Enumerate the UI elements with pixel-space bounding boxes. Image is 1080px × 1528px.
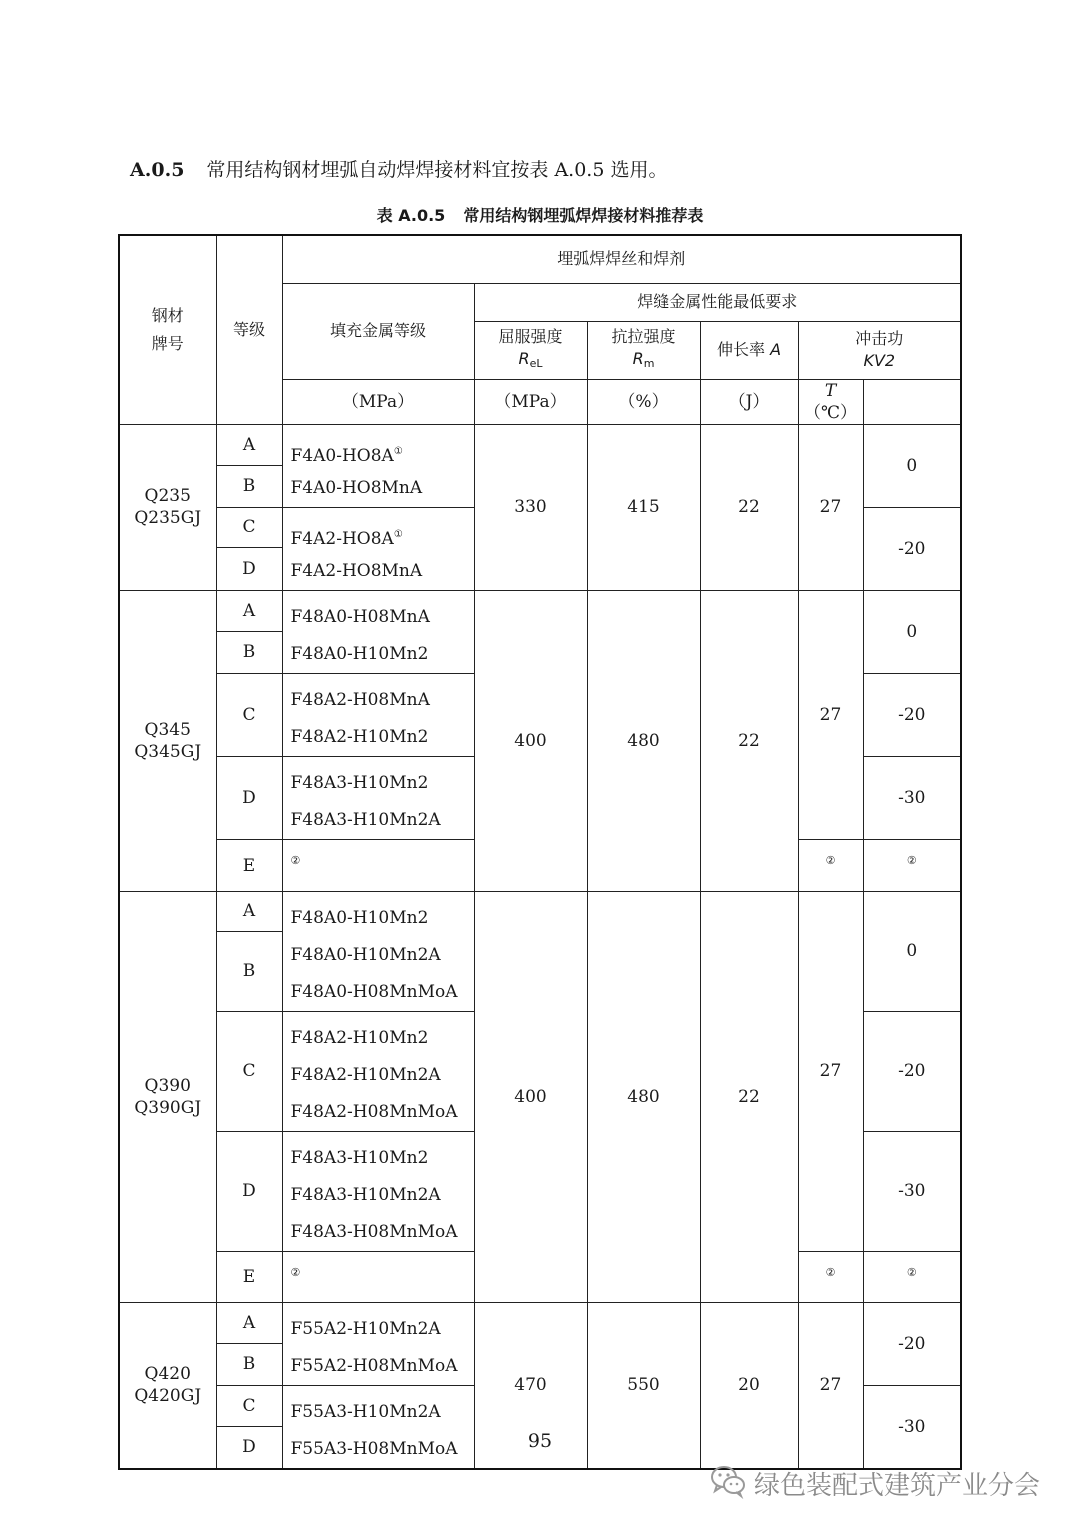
filler-metal-cell: F48A2-H10Mn2 F48A2-H10Mn2A F48A2-H08MnMoA xyxy=(282,1011,474,1131)
impact-value: 27 xyxy=(798,1302,863,1469)
elongation-value: 20 xyxy=(700,1302,798,1469)
filler-metal-cell: F48A3-H10Mn2 F48A3-H10Mn2A xyxy=(282,756,474,839)
grade-cell: D xyxy=(216,1131,282,1251)
yield-value: 400 xyxy=(474,590,587,891)
unit-temperature: T（℃） xyxy=(798,379,863,424)
welding-materials-table xyxy=(118,234,962,1470)
unit-tensile: （MPa） xyxy=(474,379,587,424)
grade-cell: B xyxy=(216,1344,282,1386)
grade-cell: D xyxy=(216,756,282,839)
grade-cell: A xyxy=(216,424,282,466)
steel-grade-q420: Q420 Q420GJ xyxy=(119,1302,216,1469)
temperature-value: 0 xyxy=(863,891,961,1011)
temperature-note: ② xyxy=(863,1251,961,1302)
yield-value: 470 xyxy=(474,1302,587,1469)
grade-cell: C xyxy=(216,1011,282,1131)
unit-impact: （J） xyxy=(700,379,798,424)
temperature-value: -20 xyxy=(863,1302,961,1385)
header-min-requirements: 焊缝金属性能最低要求 xyxy=(474,283,961,321)
header-tensile-strength: 抗拉强度 $R_m$ xyxy=(587,321,700,379)
header-wire-flux: 埋弧焊焊丝和焊剂 xyxy=(282,235,961,283)
grade-cell: A xyxy=(216,891,282,931)
header-yield-strength: 屈服强度 $R_{eL}$ xyxy=(474,321,587,379)
tensile-value: 550 xyxy=(587,1302,700,1469)
filler-metal-cell: ② xyxy=(282,839,474,891)
watermark-text: 绿色装配式建筑产业分会 xyxy=(754,1471,1041,1501)
temperature-value: 0 xyxy=(863,590,961,673)
steel-grade-q235: Q235 Q235GJ xyxy=(119,424,216,590)
grade-cell: B xyxy=(216,931,282,1011)
grade-cell: D xyxy=(216,548,282,590)
header-elongation: 伸长率 A xyxy=(700,321,798,379)
filler-metal-cell: ② xyxy=(282,1251,474,1302)
steel-grade-q345: Q345 Q345GJ xyxy=(119,590,216,891)
grade-cell: C xyxy=(216,673,282,756)
tensile-value: 480 xyxy=(587,891,700,1302)
grade-cell: B xyxy=(216,466,282,508)
temperature-value: 0 xyxy=(863,424,961,507)
filler-metal-cell: F55A2-H10Mn2A F55A2-H08MnMoA xyxy=(282,1302,474,1385)
filler-metal-cell: F48A0-H10Mn2 F48A0-H10Mn2A F48A0-H08MnMoA xyxy=(282,891,474,1011)
yield-value: 400 xyxy=(474,891,587,1302)
table-caption xyxy=(0,203,1080,226)
filler-metal-cell: F48A3-H10Mn2 F48A3-H10Mn2A F48A3-H08MnMoA xyxy=(282,1131,474,1251)
header-steel-grade: 钢材牌号 xyxy=(119,235,216,424)
grade-cell: C xyxy=(216,507,282,548)
tensile-value: 480 xyxy=(587,590,700,891)
elongation-value: 22 xyxy=(700,891,798,1302)
unit-yield: （MPa） xyxy=(282,379,474,424)
grade-cell: E xyxy=(216,839,282,891)
filler-metal-cell: F55A3-H10Mn2A F55A3-H08MnMoA xyxy=(282,1385,474,1469)
temperature-note: ② xyxy=(863,839,961,891)
grade-cell: B xyxy=(216,632,282,674)
clause-number: A.0.5 xyxy=(130,159,185,181)
temperature-value: -30 xyxy=(863,1131,961,1251)
temperature-value: -20 xyxy=(863,1011,961,1131)
clause-paragraph xyxy=(130,156,667,184)
temperature-value: -20 xyxy=(863,673,961,756)
tensile-value: 415 xyxy=(587,424,700,590)
temperature-value: -20 xyxy=(863,507,961,590)
grade-cell: E xyxy=(216,1251,282,1302)
header-quality-grade: 等级 xyxy=(216,235,282,424)
header-impact: 冲击功 KV2 xyxy=(798,321,961,379)
filler-metal-cell: F4A2-HO8A① F4A2-HO8MnA xyxy=(282,507,474,590)
grade-cell: A xyxy=(216,590,282,632)
grade-cell: D xyxy=(216,1427,282,1469)
filler-metal-cell: F4A0-HO8A① F4A0-HO8MnA xyxy=(282,424,474,507)
header-filler-metal: 填充金属等级 xyxy=(282,283,474,379)
table-caption-number: 表 A.0.5 xyxy=(376,206,446,225)
watermark xyxy=(708,1460,1040,1507)
grade-cell: C xyxy=(216,1385,282,1427)
elongation-value: 22 xyxy=(700,424,798,590)
filler-metal-cell: F48A0-H08MnA F48A0-H10Mn2 xyxy=(282,590,474,673)
clause-text: 常用结构钢材埋弧自动焊焊接材料宜按表 A.0.5 选用。 xyxy=(206,159,668,181)
steel-grade-q390: Q390 Q390GJ xyxy=(119,891,216,1302)
impact-note: ② xyxy=(798,1251,863,1302)
wechat-icon xyxy=(708,1460,748,1507)
temperature-value: -30 xyxy=(863,1385,961,1469)
yield-value: 330 xyxy=(474,424,587,590)
impact-value: 27 xyxy=(798,891,863,1251)
impact-value: 27 xyxy=(798,424,863,590)
unit-elongation: （%） xyxy=(587,379,700,424)
filler-metal-cell: F48A2-H08MnA F48A2-H10Mn2 xyxy=(282,673,474,756)
grade-cell: A xyxy=(216,1302,282,1344)
temperature-value: -30 xyxy=(863,756,961,839)
impact-note: ② xyxy=(798,839,863,891)
page-number: 95 xyxy=(527,1430,553,1452)
table-caption-title: 常用结构钢埋弧焊焊接材料推荐表 xyxy=(463,206,704,225)
elongation-value: 22 xyxy=(700,590,798,891)
impact-value: 27 xyxy=(798,590,863,839)
